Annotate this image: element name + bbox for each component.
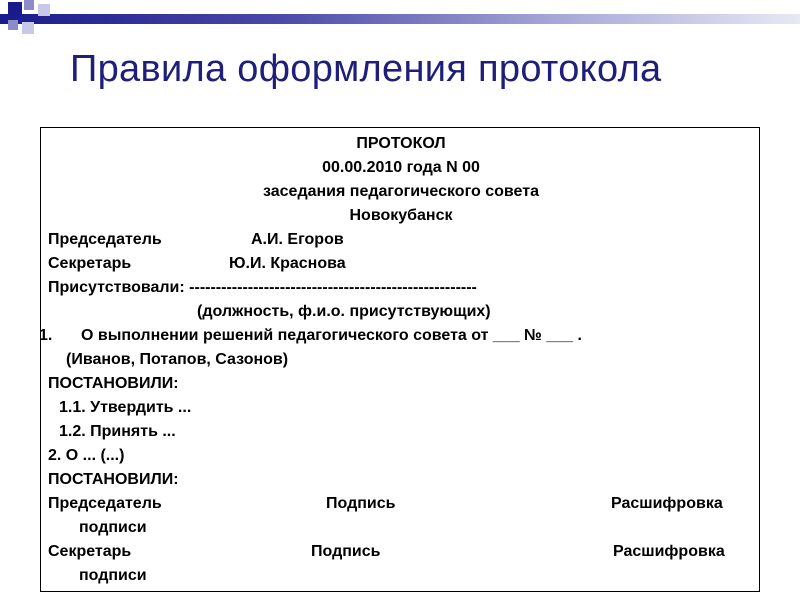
signature-decode-tail: подписи <box>79 567 147 584</box>
decor-square <box>38 4 50 16</box>
item1-text: О выполнении решений педагогического совета от ___ № ___ . <box>81 327 582 344</box>
decor-square <box>8 2 22 16</box>
secretary-label: Секретарь <box>48 255 132 272</box>
item1-number: 1. <box>39 327 53 344</box>
protocol-meeting: заседания педагогического совета <box>263 183 539 200</box>
decor-square <box>22 22 34 34</box>
present-line: Присутствовали: ------------------------------------------------------ <box>48 279 477 296</box>
resolved-heading: ПОСТАНОВИЛИ: <box>48 375 179 392</box>
protocol-city: Новокубанск <box>349 207 453 224</box>
slide-title: Правила оформления протокола <box>70 48 662 90</box>
item1-speakers: (Иванов, Потапов, Сазонов) <box>66 351 289 368</box>
signature-sign: Подпись <box>326 495 396 512</box>
protocol-document <box>40 127 760 592</box>
chairman-label: Председатель <box>48 231 162 248</box>
signature-sign: Подпись <box>311 543 381 560</box>
header-band <box>0 14 800 24</box>
chairman-name: А.И. Егоров <box>251 231 344 248</box>
signature-role: Секретарь <box>48 543 132 560</box>
decor-square <box>8 20 18 30</box>
protocol-date-number: 00.00.2010 года N 00 <box>322 159 480 176</box>
signature-decode: Расшифровка <box>611 495 723 512</box>
resolved-heading: ПОСТАНОВИЛИ: <box>48 471 179 488</box>
present-hint: (должность, ф.и.о. присутствующих) <box>197 303 491 320</box>
signature-decode: Расшифровка <box>613 543 725 560</box>
item2-text: 2. О ... (...) <box>48 447 125 464</box>
signature-decode-tail: подписи <box>79 519 147 536</box>
sub-item: 1.2. Принять ... <box>59 423 176 440</box>
protocol-heading: ПРОТОКОЛ <box>356 135 446 152</box>
signature-role: Председатель <box>48 495 162 512</box>
sub-item: 1.1. Утвердить ... <box>59 399 192 416</box>
secretary-name: Ю.И. Краснова <box>229 255 346 272</box>
decor-square <box>24 0 34 10</box>
